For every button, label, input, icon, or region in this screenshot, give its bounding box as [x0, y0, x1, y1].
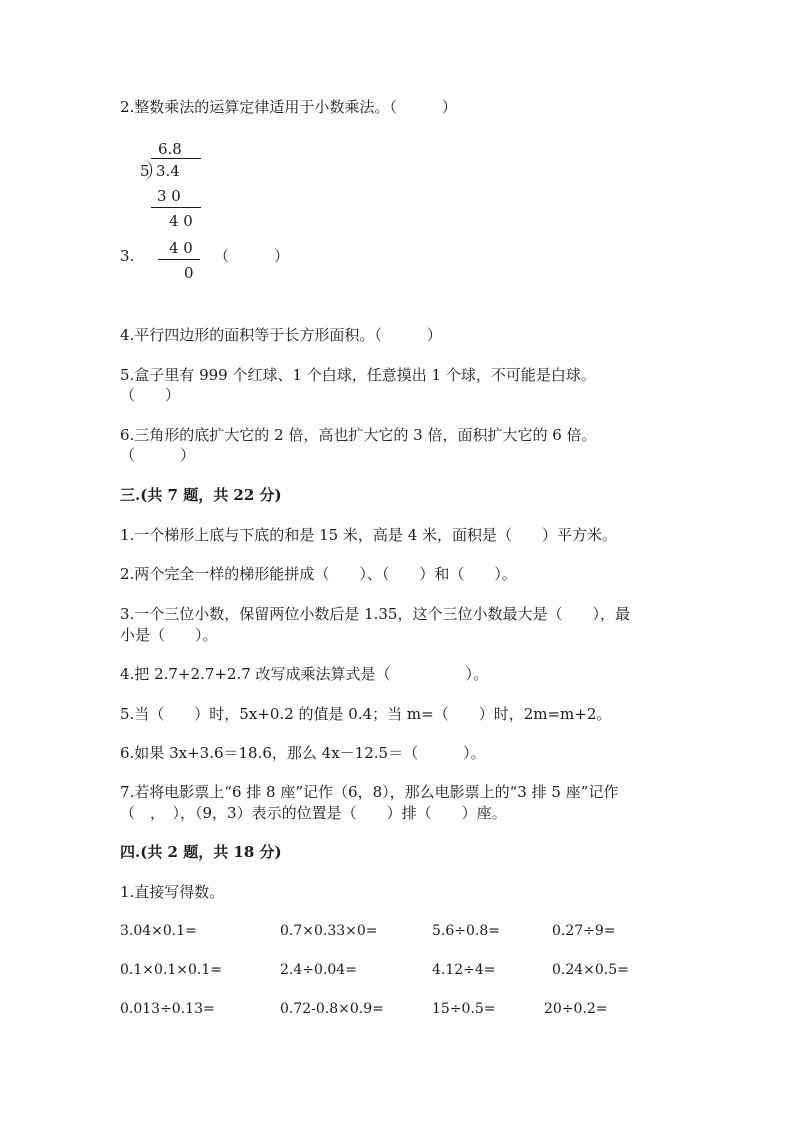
question-3-number: 3.: [120, 247, 135, 265]
section-3-question-1: 1.一个梯形上底与下底的和是 15 米，高是 4 米，面积是（ ）平方米。: [120, 526, 618, 544]
question-2: 2.整数乘法的运算定律适用于小数乘法。（ ）: [120, 98, 457, 116]
calc-cell: 0.27÷9=: [552, 923, 616, 939]
calc-cell: 20÷0.2=: [544, 1001, 608, 1017]
division-bracket: [143, 160, 152, 180]
section-3-question-3-line-2: 小是（ ）。: [120, 626, 218, 644]
section-3-question-3-line-1: 3.一个三位小数，保留两位小数后是 1.35，这个三位小数最大是（ ），最: [120, 605, 630, 623]
section-3-question-7-line-1: 7.若将电影票上“6 排 8 座”记作（6，8），那么电影票上的“3 排 5 座”记作: [120, 783, 619, 801]
section-4-question-1-title: 1.直接写得数。: [120, 883, 225, 901]
division-step-2: 4 0: [169, 212, 193, 230]
division-dividend: 3.4: [156, 162, 180, 180]
calc-cell: 2.4÷0.04=: [280, 962, 357, 978]
section-4-heading: 四.(共 2 题，共 18 分): [120, 843, 282, 861]
calc-cell: 0.1×0.1×0.1=: [120, 962, 222, 978]
calc-cell: 4.12÷4=: [432, 962, 496, 978]
division-remainder: 0: [184, 264, 194, 282]
section-3-question-7-line-2: （ ， ），（9，3）表示的位置是（ ）排（ ）座。: [120, 804, 507, 822]
calc-cell: 0.013÷0.13=: [120, 1001, 215, 1017]
calc-cell: 0.24×0.5=: [552, 962, 629, 978]
division-step-3: 4 0: [169, 239, 193, 257]
question-5-line-1: 5.盒子里有 999 个红球、1 个白球，任意摸出 1 个球，不可能是白球。: [120, 366, 596, 384]
question-4: 4.平行四边形的面积等于长方形面积。（ ）: [120, 326, 442, 344]
division-quotient: 6.8: [158, 140, 182, 158]
division-step-1: 3 0: [157, 187, 181, 205]
calc-cell: 5.6÷0.8=: [432, 923, 500, 939]
section-3-question-4: 4.把 2.7+2.7+2.7 改写成乘法算式是（ ）。: [120, 665, 489, 683]
calc-cell: 0.72-0.8×0.9=: [280, 1001, 384, 1017]
section-3-heading: 三.(共 7 题，共 22 分): [120, 486, 282, 504]
section-3-question-5: 5.当（ ）时，5x+0.2 的值是 0.4；当 m=（ ）时，2m=m+2。: [120, 705, 612, 723]
division-line-2: [158, 259, 200, 260]
division-divisor: 5: [140, 162, 150, 180]
question-6-line-1: 6.三角形的底扩大它的 2 倍，高也扩大它的 3 倍，面积扩大它的 6 倍。: [120, 426, 597, 444]
calc-cell: 3.04×0.1=: [120, 923, 197, 939]
section-3-question-6: 6.如果 3x+3.6＝18.6，那么 4x－12.5＝（ ）。: [120, 744, 486, 762]
question-5-line-2: （ ）: [120, 386, 181, 404]
calc-cell: 0.7×0.33×0=: [280, 923, 378, 939]
calc-cell: 15÷0.5=: [432, 1001, 496, 1017]
question-3-answer-blank: （ ）: [214, 247, 290, 265]
division-top-line: [151, 158, 201, 159]
division-line-1: [151, 207, 201, 208]
section-3-question-2: 2.两个完全一样的梯形能拼成（ ）、（ ）和（ ）。: [120, 565, 517, 583]
question-6-line-2: （ ）: [120, 446, 196, 464]
